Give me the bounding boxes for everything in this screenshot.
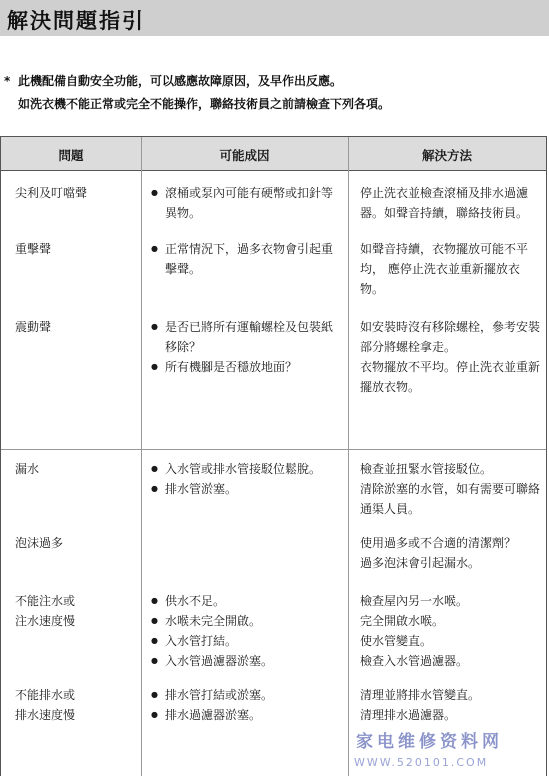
table-row-solution (360, 317, 540, 397)
column-divider (141, 137, 142, 776)
solution-text: 停止洗衣並檢查滾桶及排水過濾器。如聲音持續，聯絡技術員。 (360, 186, 529, 220)
column-divider (348, 137, 349, 776)
table-row-causes (151, 317, 343, 377)
cause-item: ● 所有機腳是否穩放地面？ (151, 357, 343, 377)
solution-text: 使水管變直。 (360, 634, 433, 648)
cause-item: ● 正常情況下，過多衣物會引起重擊聲。 (151, 239, 343, 279)
header-cause: 可能成因 (219, 148, 270, 163)
table-row-solution (360, 239, 540, 299)
table-row-problem (15, 685, 135, 725)
problem-text: 不能排水或 (15, 688, 76, 702)
cause-item: ● 滾桶或泵內可能有硬幣或扣針等異物。 (151, 183, 343, 223)
table-row-causes (151, 239, 343, 279)
cause-item: ● 排水過濾器淤塞。 (151, 705, 343, 725)
header-solution: 解決方法 (421, 148, 472, 163)
table-row-causes (151, 685, 343, 725)
cause-item: ● 排水管淤塞。 (151, 479, 343, 499)
solution-text: 衣物擺放不平均。停止洗衣並重新擺放衣物。 (360, 360, 541, 394)
solution-text: 清除淤塞的水管，如有需要可聯絡通渠人員。 (360, 482, 541, 516)
solution-text: 檢查入水管過濾器。 (360, 654, 469, 668)
problem-text: 尖利及叮噹聲 (15, 186, 88, 200)
table-row-solution (360, 685, 540, 725)
table-row-solution (360, 591, 540, 671)
table-row-problem (15, 317, 135, 337)
solution-text: 如聲音持續，衣物擺放可能不平均， 應停止洗衣並重新擺放衣物。 (360, 242, 529, 296)
table-row-problem (15, 239, 135, 259)
problem-text: 注水速度慢 (15, 614, 76, 628)
solution-text: 檢查並扭緊水管接駁位。 (360, 462, 493, 476)
note-star: * (4, 74, 11, 88)
table-row-solution (360, 459, 540, 519)
note-line-1 (4, 72, 342, 89)
table-row-causes (151, 459, 343, 499)
troubleshooting-table (0, 136, 547, 776)
table-header (1, 137, 546, 171)
cause-item: ● 供水不足。 (151, 591, 343, 611)
solution-text: 使用過多或不合適的清潔劑？ (360, 536, 517, 550)
cause-item: ● 水喉未完全開啟。 (151, 611, 343, 631)
problem-text: 重擊聲 (15, 242, 52, 256)
solution-text: 檢查屋內另一水喉。 (360, 594, 469, 608)
solution-text: 如安裝時沒有移除螺栓，參考安裝部分將螺栓拿走。 (360, 320, 541, 354)
cause-item: ● 入水管過濾器淤塞。 (151, 651, 343, 671)
problem-text: 震動聲 (15, 320, 52, 334)
cause-item: ● 是否已將所有運輸螺栓及包裝紙移除？ (151, 317, 343, 357)
table-row-solution (360, 183, 540, 223)
note-line-2: 如洗衣機不能正常或完全不能操作，聯絡技術員之前請檢查下列各項。 (18, 97, 391, 111)
cause-item: ● 排水管打結或淤塞。 (151, 685, 343, 705)
problem-text: 泡沫過多 (15, 536, 64, 550)
solution-text: 過多泡沫會引起漏水。 (360, 556, 481, 570)
watermark-text: 家电维修资料网 (356, 732, 503, 752)
page-title: 解決問題指引 (7, 9, 145, 33)
row-group-divider (1, 449, 546, 450)
solution-text: 完全開啟水喉。 (360, 614, 445, 628)
table-row-problem (15, 591, 135, 631)
table-row-problem (15, 459, 135, 479)
note-text-1: 此機配備自動安全功能，可以感應故障原因，及早作出反應。 (18, 74, 343, 88)
table-row-causes (151, 183, 343, 223)
table-row-problem (15, 533, 135, 553)
problem-text: 排水速度慢 (15, 708, 76, 722)
cause-item: ● 入水管或排水管接駁位鬆脫。 (151, 459, 343, 479)
table-row-causes (151, 591, 343, 671)
table-row-problem (15, 183, 135, 203)
header-problem: 問題 (58, 148, 84, 163)
title-bar (0, 0, 549, 36)
problem-text: 漏水 (15, 462, 40, 476)
solution-text: 清理並將排水管變直。 (360, 688, 481, 702)
cause-item: ● 入水管打結。 (151, 631, 343, 651)
table-row-solution (360, 533, 540, 573)
solution-text: 清理排水過濾器。 (360, 708, 457, 722)
problem-text: 不能注水或 (15, 594, 76, 608)
watermark-url: WWW.520101.COM (354, 756, 489, 769)
